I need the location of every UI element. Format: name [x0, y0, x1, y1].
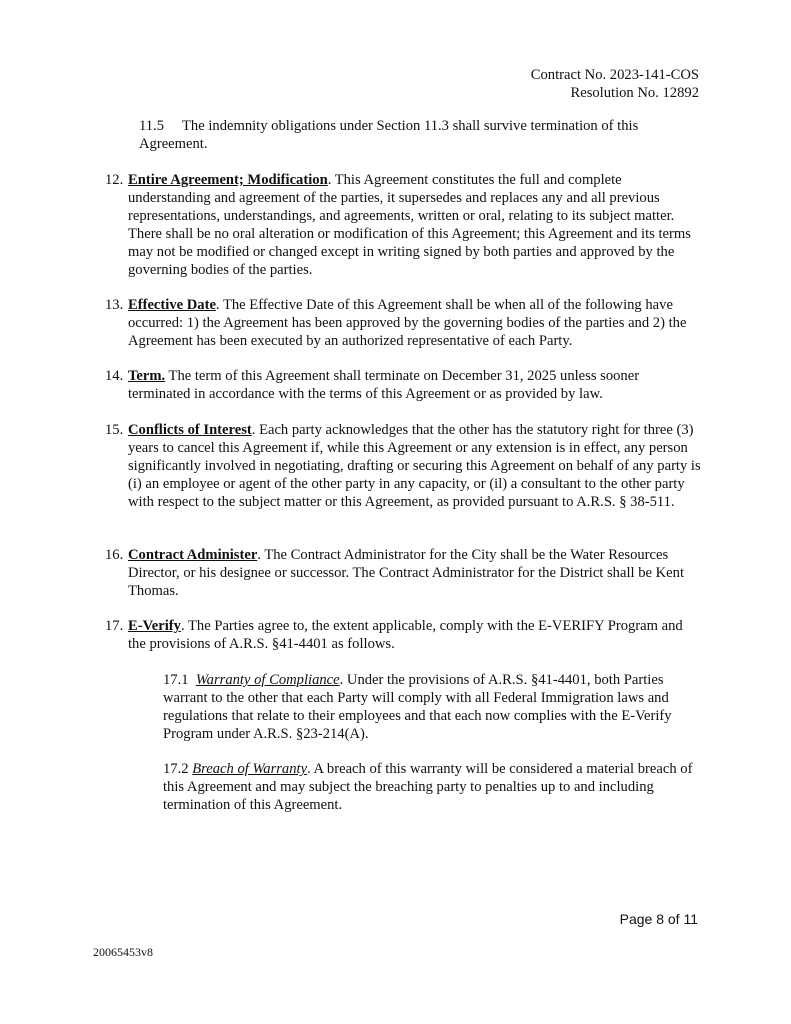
section-title: E-Verify	[128, 618, 181, 634]
section-17	[105, 618, 701, 654]
section-number: 17.1	[163, 672, 189, 688]
page-number: Page 8 of 11	[619, 911, 698, 927]
section-number: 17.	[105, 618, 124, 634]
section-number: 15.	[105, 422, 124, 438]
section-text: . A breach of this warranty will be considered a material breach of this Agreement and may subject the breaching party to penalties up to and including termination of this Agreement.	[163, 761, 693, 813]
section-11-5	[139, 118, 679, 154]
resolution-number: Resolution No. 12892	[570, 85, 699, 101]
section-number: 16.	[105, 547, 124, 563]
section-number: 11.5	[139, 118, 164, 134]
section-title: Effective Date	[128, 297, 216, 313]
section-text: . Each party acknowledges that the other has the statutory right for three (3) years to cancel this Agreement if, while this Agreement or any extension is in effect, any person significantly involved in negotiating, drafting or securing this Agreement on behalf of any party is (i) an employee or agent of the other party in any capacity, or (il) a consultant to the other party with respect to the subject matter or this Agreement, as provided pursuant to A.R.S. § 38-511.	[128, 422, 701, 510]
section-text: The term of this Agreement shall terminate on December 31, 2025 unless sooner terminated in accordance with the terms of this Agreement or as provided by law.	[128, 368, 640, 402]
section-title: Entire Agreement; Modification	[128, 172, 328, 188]
section-text: . Under the provisions of A.R.S. §41-4401, both Parties warrant to the other that each Party will comply with all Federal Immigration laws and regulations that relate to their employees and that each now complies with the E-Verify Program under A.R.S. §23-214(A).	[163, 672, 672, 742]
document-id: 20065453v8	[93, 945, 153, 959]
section-number: 17.2	[163, 761, 189, 777]
section-text: . This Agreement constitutes the full and complete understanding and agreement of the parties, it supersedes and replaces any and all previous representations, understandings, and agreements, written or oral, relating to its subject matter. There shall be no oral alteration or modification of this Agreement; this Agreement and its terms may not be modified or changed except in writing signed by both parties and approved by the governing bodies of the parties.	[128, 172, 691, 278]
section-title: Conflicts of Interest	[128, 422, 252, 438]
section-text: . The Effective Date of this Agreement shall be when all of the following have occurred: 1) the Agreement has been approved by the governing bodies of the parties and 2) the Agreement has been executed by an authorized representative of each Party.	[128, 297, 687, 349]
section-title: Contract Administer	[128, 547, 258, 563]
section-number: 12.	[105, 172, 124, 188]
section-text: The indemnity obligations under Section 11.3 shall survive termination of this Agreement.	[139, 118, 639, 152]
section-number: 14.	[105, 368, 124, 384]
section-title: Breach of Warranty	[192, 761, 308, 777]
section-16	[105, 547, 701, 601]
document-header	[531, 66, 699, 102]
contract-number: Contract No. 2023-141-COS	[530, 67, 699, 83]
section-title: Term.	[128, 368, 166, 384]
section-title: Warranty of Compliance	[195, 672, 340, 688]
section-14	[105, 368, 701, 404]
section-number: 13.	[105, 297, 124, 313]
section-17-2	[163, 761, 699, 815]
section-12	[105, 172, 701, 279]
section-text: . The Contract Administrator for the City shall be the Water Resources Director, or his designee or successor. The Contract Administrator for the District shall be Kent Thomas.	[128, 547, 685, 599]
section-13	[105, 297, 701, 351]
section-text: . The Parties agree to, the extent applicable, comply with the E-VERIFY Program and the provisions of A.R.S. §41-4401 as follows.	[128, 618, 683, 652]
section-15	[105, 422, 701, 512]
section-17-1	[163, 672, 699, 744]
